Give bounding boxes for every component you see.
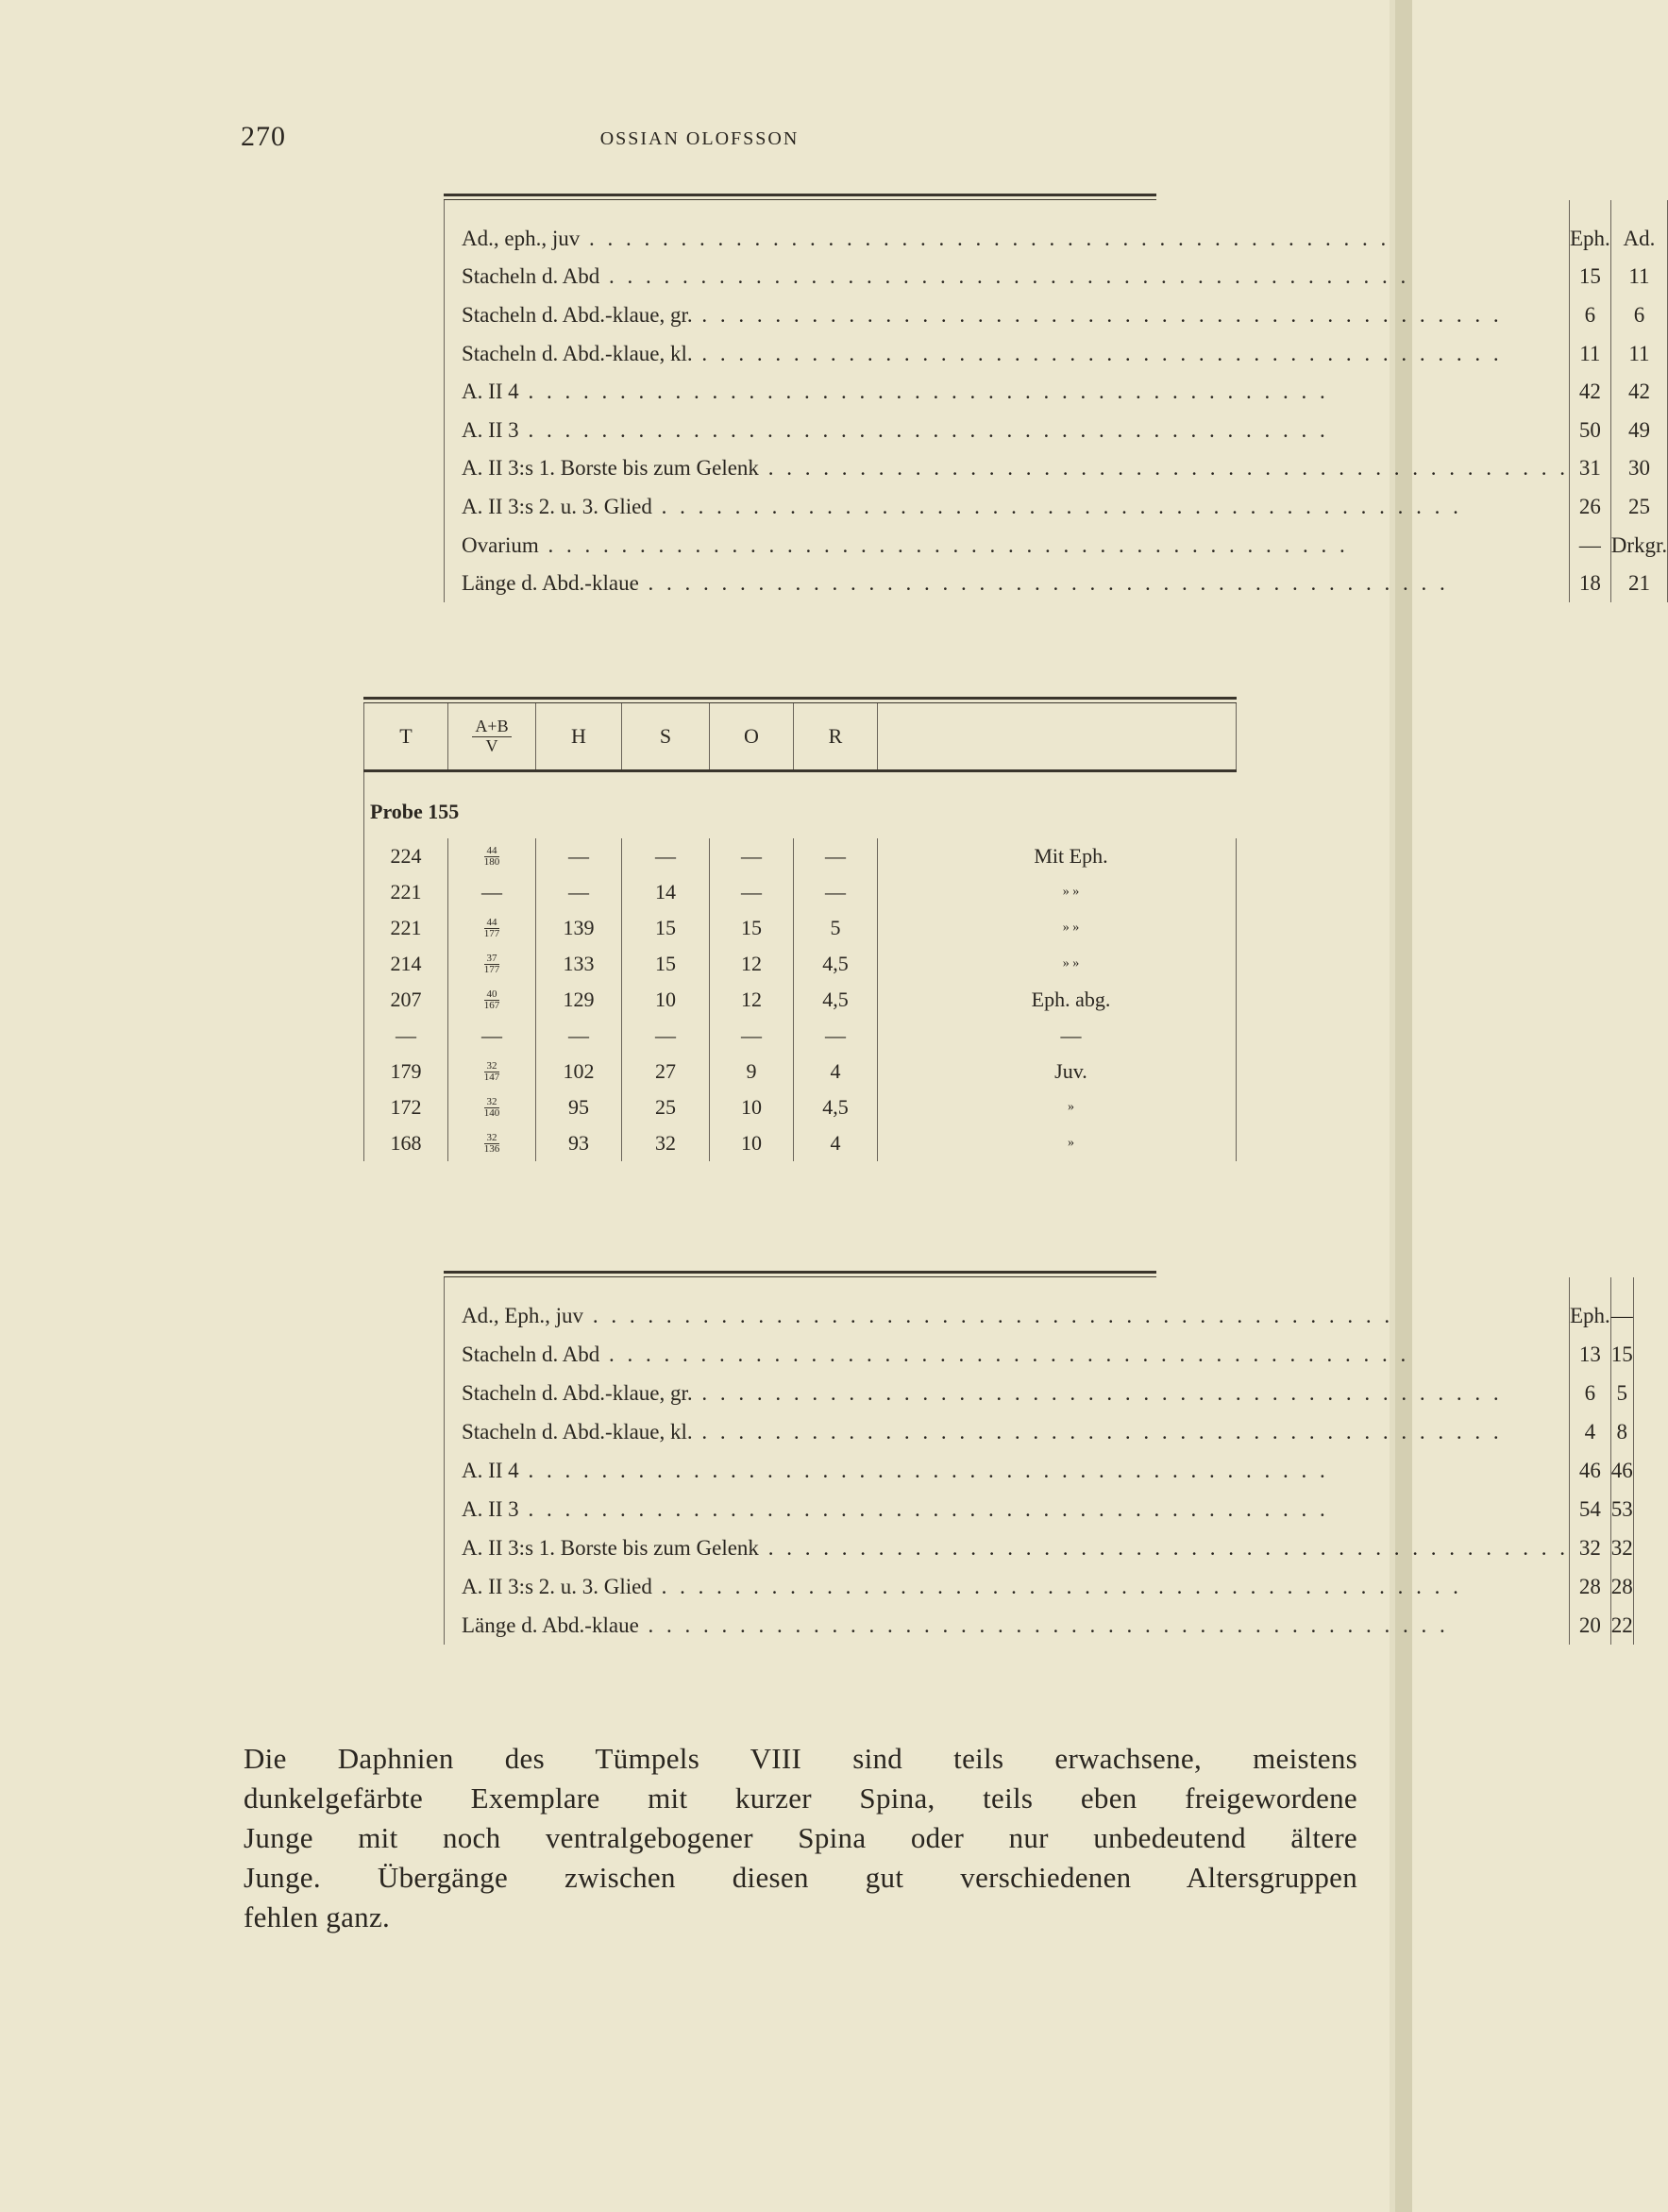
- cell-note: » »: [878, 874, 1237, 910]
- paragraph-line: Die Daphnien des Tümpels VIII sind teils erwachsene, meistens: [244, 1742, 1357, 1775]
- cell-h: 139: [536, 910, 622, 946]
- cell-t: 179: [364, 1054, 448, 1089]
- row-label: [445, 564, 1570, 602]
- value-eph: 18: [1569, 564, 1610, 602]
- cell-ab-over-v: [448, 1125, 536, 1161]
- row-label-text: Länge d. Abd.-klaue . . .: [462, 1614, 1569, 1636]
- body-paragraph: [244, 1739, 1357, 1937]
- cell-r: 4,5: [794, 946, 878, 982]
- table-row: [445, 1567, 1634, 1606]
- col-header-note: [878, 703, 1237, 771]
- fraction-numerator: 32: [484, 1097, 500, 1108]
- row-label: [445, 295, 1570, 334]
- col-header-s: S: [622, 703, 710, 771]
- row-label-text: A. II 3:s 1. Borste bis zum Gelenk . . .: [462, 1537, 1569, 1559]
- table-row: [364, 1018, 1237, 1054]
- value-eph: 26: [1569, 487, 1610, 526]
- cell-o: 10: [710, 1089, 794, 1125]
- table-row: [364, 874, 1237, 910]
- table-row: [445, 1374, 1634, 1412]
- row-label-text: Stacheln d. Abd.-klaue, kl. . . .: [462, 343, 1569, 364]
- value-col-1: Eph.: [1569, 1277, 1610, 1335]
- row-label-text: Ad., Eph., juv . . .: [462, 1305, 1569, 1326]
- fraction-numerator: 37: [484, 954, 500, 965]
- row-label-text: Ovarium . . .: [462, 534, 1569, 556]
- cell-s: 25: [622, 1089, 710, 1125]
- row-label: [445, 200, 1570, 258]
- fraction-denominator: 140: [483, 1107, 500, 1120]
- paragraph-line: fehlen ganz.: [244, 1900, 391, 1933]
- value-ad: Drkgr.: [1610, 526, 1667, 565]
- row-label: [445, 487, 1570, 526]
- cell-r: —: [794, 874, 878, 910]
- value-ad: 42: [1610, 372, 1667, 411]
- cell-note: Mit Eph.: [878, 838, 1237, 874]
- paragraph-line: Junge. Übergänge zwischen diesen gut verschiedenen Altersgruppen: [244, 1861, 1357, 1894]
- cell-note: »: [878, 1089, 1237, 1125]
- table-row: [445, 1528, 1634, 1567]
- cell-h: —: [536, 1018, 622, 1054]
- cell-r: 4,5: [794, 982, 878, 1018]
- table-row: [445, 564, 1668, 602]
- cell-o: —: [710, 838, 794, 874]
- row-label: [445, 411, 1570, 449]
- table-row: [364, 982, 1237, 1018]
- cell-s: 14: [622, 874, 710, 910]
- table-row: [445, 295, 1668, 334]
- cell-s: —: [622, 1018, 710, 1054]
- cell-h: 102: [536, 1054, 622, 1089]
- cell-s: 15: [622, 910, 710, 946]
- table-row: [445, 526, 1668, 565]
- table-row: [364, 1089, 1237, 1125]
- fraction-numerator: 40: [484, 989, 500, 1001]
- cell-r: —: [794, 1018, 878, 1054]
- row-label: [445, 526, 1570, 565]
- fraction-denominator: 147: [483, 1072, 500, 1084]
- fraction-numerator: 44: [484, 846, 500, 857]
- table-rule: [444, 194, 1156, 196]
- cell-note: » »: [878, 910, 1237, 946]
- cell-ab-over-v: —: [448, 1018, 536, 1054]
- row-label-text: A. II 3:s 2. u. 3. Glied . . .: [462, 496, 1569, 517]
- table-row: [445, 200, 1668, 258]
- cell-t: 172: [364, 1089, 448, 1125]
- paragraph-line: dunkelgefärbte Exemplare mit kurzer Spina, teils eben freigewordene: [244, 1781, 1357, 1815]
- table-row: [445, 1335, 1634, 1374]
- cell-ab-over-v: —: [448, 874, 536, 910]
- measurement-table-1: [444, 194, 1668, 602]
- row-label-text: Stacheln d. Abd . . .: [462, 265, 1569, 287]
- cell-ab-over-v: [448, 982, 536, 1018]
- row-label: [445, 1490, 1570, 1528]
- paragraph-line: Junge mit noch ventralgebogener Spina oder nur unbedeutend ältere: [244, 1821, 1357, 1854]
- table-row: [445, 487, 1668, 526]
- table-row: [445, 334, 1668, 373]
- measurement-table-2: [363, 697, 1237, 1161]
- cell-ab-over-v: [448, 946, 536, 982]
- table-row: [364, 946, 1237, 982]
- cell-ab-over-v: [448, 1054, 536, 1089]
- fraction: [484, 1133, 500, 1155]
- table-row: [445, 1451, 1634, 1490]
- table-row: [445, 372, 1668, 411]
- cell-t: 224: [364, 838, 448, 874]
- row-label-text: A. II 3 . . .: [462, 1498, 1569, 1520]
- value-ad: 21: [1610, 564, 1667, 602]
- col-header-ab-over-v: [448, 703, 536, 771]
- row-label: [445, 258, 1570, 296]
- value-col-2: 32: [1610, 1528, 1633, 1567]
- row-label-text: Stacheln d. Abd.-klaue, gr. . . .: [462, 304, 1569, 326]
- value-eph: 11: [1569, 334, 1610, 373]
- fraction: [484, 989, 500, 1011]
- fraction: [484, 1061, 500, 1083]
- fraction: [484, 846, 500, 868]
- row-label-text: Länge d. Abd.-klaue . . .: [462, 572, 1569, 594]
- value-col-2: —: [1610, 1277, 1633, 1335]
- table-row: [445, 411, 1668, 449]
- value-col-1: 4: [1569, 1412, 1610, 1451]
- cell-note: —: [878, 1018, 1237, 1054]
- row-label-text: A. II 4 . . .: [462, 380, 1569, 402]
- fraction-numerator: 32: [484, 1061, 500, 1072]
- value-ad: 11: [1610, 258, 1667, 296]
- cell-h: —: [536, 838, 622, 874]
- value-col-2: 28: [1610, 1567, 1633, 1606]
- cell-t: 221: [364, 874, 448, 910]
- table-row: [445, 1412, 1634, 1451]
- value-eph: —: [1569, 526, 1610, 565]
- fraction-numerator: 32: [484, 1133, 500, 1144]
- cell-t: —: [364, 1018, 448, 1054]
- running-head: OSSIAN OLOFSSON: [599, 128, 800, 149]
- cell-r: —: [794, 838, 878, 874]
- cell-o: —: [710, 874, 794, 910]
- probe-label: Probe 155: [364, 771, 1237, 839]
- cell-t: 214: [364, 946, 448, 982]
- value-ad: 25: [1610, 487, 1667, 526]
- cell-h: 133: [536, 946, 622, 982]
- page-header: [241, 121, 901, 159]
- fraction-numerator: 44: [484, 918, 500, 929]
- cell-note: » »: [878, 946, 1237, 982]
- table-row: [364, 1054, 1237, 1089]
- value-col-2: 46: [1610, 1451, 1633, 1490]
- cell-note: »: [878, 1125, 1237, 1161]
- cell-note: Eph. abg.: [878, 982, 1237, 1018]
- row-label: [445, 1451, 1570, 1490]
- row-label-text: Stacheln d. Abd . . .: [462, 1343, 1569, 1365]
- cell-r: 4: [794, 1125, 878, 1161]
- table-rule: [444, 1271, 1156, 1274]
- value-eph: 50: [1569, 411, 1610, 449]
- row-label-text: A. II 4 . . .: [462, 1460, 1569, 1481]
- cell-ab-over-v: [448, 910, 536, 946]
- value-eph: 31: [1569, 449, 1610, 488]
- fraction-denominator: 136: [483, 1143, 500, 1156]
- value-col-1: 32: [1569, 1528, 1610, 1567]
- value-col-1: 46: [1569, 1451, 1610, 1490]
- cell-h: 93: [536, 1125, 622, 1161]
- value-col-1: 28: [1569, 1567, 1610, 1606]
- row-label-text: Stacheln d. Abd.-klaue, gr. . . .: [462, 1382, 1569, 1404]
- value-eph: 42: [1569, 372, 1610, 411]
- row-label-text: A. II 3:s 2. u. 3. Glied . . .: [462, 1576, 1569, 1597]
- row-label: [445, 372, 1570, 411]
- value-col-2: 15: [1610, 1335, 1633, 1374]
- cell-o: 15: [710, 910, 794, 946]
- col-header-o: O: [710, 703, 794, 771]
- fraction-denominator: 177: [483, 928, 500, 940]
- value-col-1: 54: [1569, 1490, 1610, 1528]
- row-label-text: A. II 3:s 1. Borste bis zum Gelenk . . .: [462, 457, 1569, 479]
- fraction: [484, 1097, 500, 1119]
- cell-ab-over-v: [448, 1089, 536, 1125]
- table-row: [364, 1125, 1237, 1161]
- value-col-1: 6: [1569, 1374, 1610, 1412]
- cell-t: 168: [364, 1125, 448, 1161]
- value-ad: Ad.: [1610, 200, 1667, 258]
- table-row: [445, 1277, 1634, 1335]
- row-label: [445, 1606, 1570, 1645]
- value-col-1: 13: [1569, 1335, 1610, 1374]
- cell-h: 95: [536, 1089, 622, 1125]
- row-label: [445, 1277, 1570, 1335]
- col-header-r: R: [794, 703, 878, 771]
- row-label-text: A. II 3 . . .: [462, 419, 1569, 441]
- ab-numerator: A+B: [472, 718, 511, 737]
- table-row: [445, 449, 1668, 488]
- cell-s: —: [622, 838, 710, 874]
- fraction-denominator: 167: [483, 1000, 500, 1012]
- row-label: [445, 449, 1570, 488]
- cell-ab-over-v: [448, 838, 536, 874]
- cell-r: 4: [794, 1054, 878, 1089]
- table-header-row: [364, 703, 1237, 771]
- table-row: [445, 1490, 1634, 1528]
- col-header-h: H: [536, 703, 622, 771]
- table-rule: [363, 697, 1237, 700]
- ab-denominator: V: [485, 735, 498, 755]
- col-header-t: T: [364, 703, 448, 771]
- cell-s: 32: [622, 1125, 710, 1161]
- fraction: [484, 954, 500, 975]
- cell-o: —: [710, 1018, 794, 1054]
- row-label-text: Stacheln d. Abd.-klaue, kl. . . .: [462, 1421, 1569, 1443]
- cell-o: 12: [710, 946, 794, 982]
- cell-r: 4,5: [794, 1089, 878, 1125]
- row-label: [445, 1412, 1570, 1451]
- value-ad: 11: [1610, 334, 1667, 373]
- value-col-2: 53: [1610, 1490, 1633, 1528]
- row-label: [445, 334, 1570, 373]
- cell-s: 10: [622, 982, 710, 1018]
- value-col-2: 5: [1610, 1374, 1633, 1412]
- table-row: [364, 910, 1237, 946]
- value-eph: 6: [1569, 295, 1610, 334]
- value-col-2: 22: [1610, 1606, 1633, 1645]
- measurement-table-3: [444, 1271, 1633, 1645]
- table-row: [364, 838, 1237, 874]
- fraction-denominator: 177: [483, 964, 500, 976]
- value-ad: 6: [1610, 295, 1667, 334]
- row-label: [445, 1567, 1570, 1606]
- value-eph: 15: [1569, 258, 1610, 296]
- table-row: [445, 258, 1668, 296]
- cell-note: Juv.: [878, 1054, 1237, 1089]
- cell-o: 12: [710, 982, 794, 1018]
- value-eph: Eph.: [1569, 200, 1610, 258]
- cell-o: 9: [710, 1054, 794, 1089]
- row-label: [445, 1335, 1570, 1374]
- cell-t: 221: [364, 910, 448, 946]
- cell-t: 207: [364, 982, 448, 1018]
- table-row: [445, 1606, 1634, 1645]
- page-number: 270: [241, 121, 286, 152]
- value-ad: 30: [1610, 449, 1667, 488]
- probe-row: [364, 771, 1237, 839]
- cell-r: 5: [794, 910, 878, 946]
- fraction-denominator: 180: [483, 856, 500, 869]
- cell-s: 27: [622, 1054, 710, 1089]
- cell-h: 129: [536, 982, 622, 1018]
- value-col-2: 8: [1610, 1412, 1633, 1451]
- cell-h: —: [536, 874, 622, 910]
- row-label-text: Ad., eph., juv . . .: [462, 228, 1569, 249]
- value-col-1: 20: [1569, 1606, 1610, 1645]
- row-label: [445, 1374, 1570, 1412]
- row-label: [445, 1528, 1570, 1567]
- cell-s: 15: [622, 946, 710, 982]
- cell-o: 10: [710, 1125, 794, 1161]
- value-ad: 49: [1610, 411, 1667, 449]
- fraction: [484, 918, 500, 939]
